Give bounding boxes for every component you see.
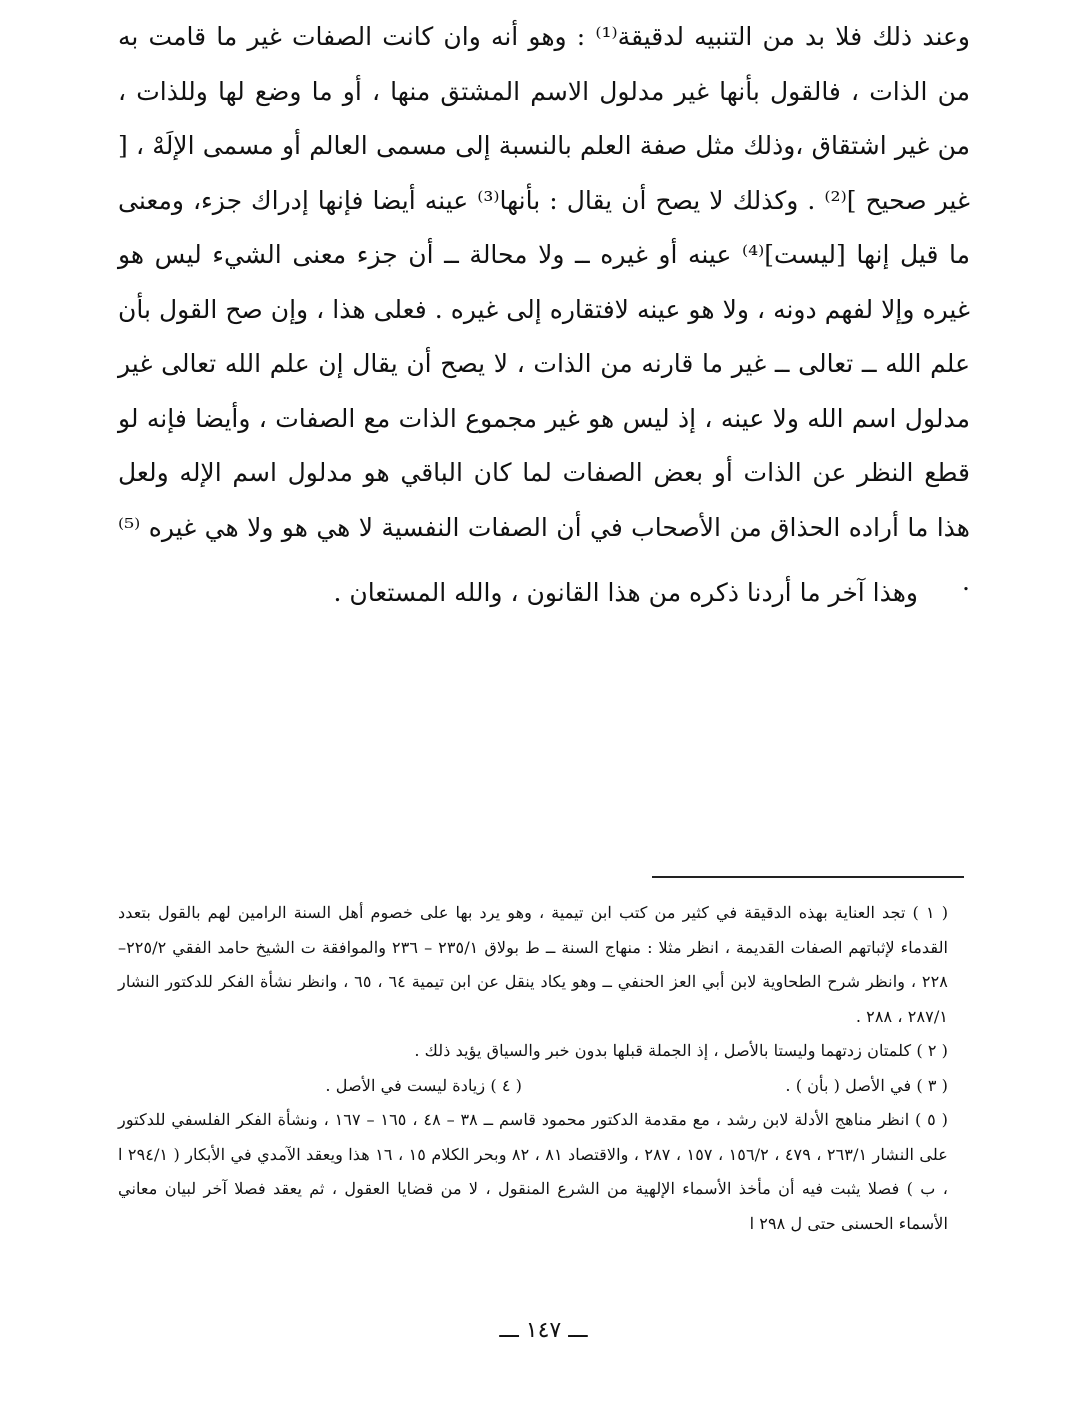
footnote-2: ( ٢ ) كلمتان زدتهما وليستا بالأصل ، إذ الجملة قبلها بدون خبر والسياق يؤيد ذلك . xyxy=(414,1041,948,1060)
footnote-row-3-4 xyxy=(118,1069,970,1104)
footnote-4: ( ٤ ) زيادة ليست في الأصل . xyxy=(325,1075,522,1095)
page-number: ـــ ١٤٧ ـــ xyxy=(499,1318,588,1343)
footnote-3: ( ٣ ) في الأصل ( بأن ) . xyxy=(785,1075,948,1095)
footnotes xyxy=(118,896,970,1241)
closing-line: وهذا آخر ما أردنا ذكره من هذا القانون ، والله المستعان . xyxy=(333,578,918,607)
footnote-5: ( ٥ ) انظر مناهج الأدلة لابن رشد ، مع مقدمة الدكتور محمود قاسم ــ ٣٨ – ٤٨ ، ١٦٥ – ١٦٧ ، ونشأة الفكر الفلسفي للدكتور على النشار ٢٦٣/١ ، ٤٧٩ ، ١٥٦/٢ ، ١٥٧ ، ٢٨٧ ، والاقتصاد ٨١ ، ٨٢ وبحر الكلام ١٥ ، ١٦ هذا ويعقد الآمدي في الأبكار ( ٢٩٤/١ ا ، ب ) فصلا يثبت فيه أن مأخذ الأسماء الإلهية من الشرع المنقول ، لا من قضايا العقول ، ثم يعقد فصلا آخر لبيان معاني الأسماء الحسنى حتى ل ٢٩٨ ا xyxy=(118,1110,949,1233)
footnote-separator xyxy=(652,876,964,878)
footnote-1: ( ١ ) تجد العناية بهذه الدقيقة في كثير من كتب ابن تيمية ، وهو يرد بها على خصوم أهل السنة الرامين لهم بالقول بتعدد القدماء لإثباتهم الصفات القديمة ، انظر مثلا : منهاج السنة ــ ط بولاق ٢٣٥/١ – ٢٣٦ والموافقة ت الشيخ حامد الفقي ٢٢٥/٢–٢٢٨ ، وانظر شرح الطحاوية لابن أبي العز الحنفي ــ وهو يكاد ينقل عن ابن تيمية ٦٤ ، ٦٥ ، وانظر نشأة الفكر للدكتور النشار ٢٨٧/١ ، ٢٨٨ . xyxy=(118,903,949,1026)
main-paragraph: وعند ذلك فلا بد من التنبيه لدقيقة⁽¹⁾ : وهو أنه وان كانت الصفات غير ما قامت به من الذات ، فالقول بأنها غير مدلول الاسم المشتق منها ، أو ما وضع لها وللذات ، من غير اشتقاق ،وذلك مثل صفة العلم بالنسبة إلى مسمى العالم أو مسمى الإلَهْ ، [ غير صحيح ]⁽²⁾ . وكذلك لا يصح أن يقال : بأنها⁽³⁾ عينه أيضا فإنها إدراك جزء، ومعنى ما قيل إنها [ليست]⁽⁴⁾ عينه أو غيره ــ ولا محالة ــ أن جزء معنى الشيء ليس هو غيره وإلا لفهم دونه ، ولا هو عينه لافتقاره إلى غيره . فعلى هذا ، وإن صح القول بأن علم الله ــ تعالى ــ غير ما قارنه من الذات ، لا يصح أن يقال إن علم الله تعالى غير مدلول اسم الله ولا عينه ، إذ ليس هو غير مجموع الذات مع الصفات ، وأيضا فإنه لو قطع النظر عن الذات أو بعض الصفات لما كان الباقي هو مدلول اسم الإله ولعل هذا ما أراده الحذاق من الأصحاب في أن الصفات النفسية لا هي هو ولا هي غيره ⁽⁵⁾ . xyxy=(118,22,970,596)
